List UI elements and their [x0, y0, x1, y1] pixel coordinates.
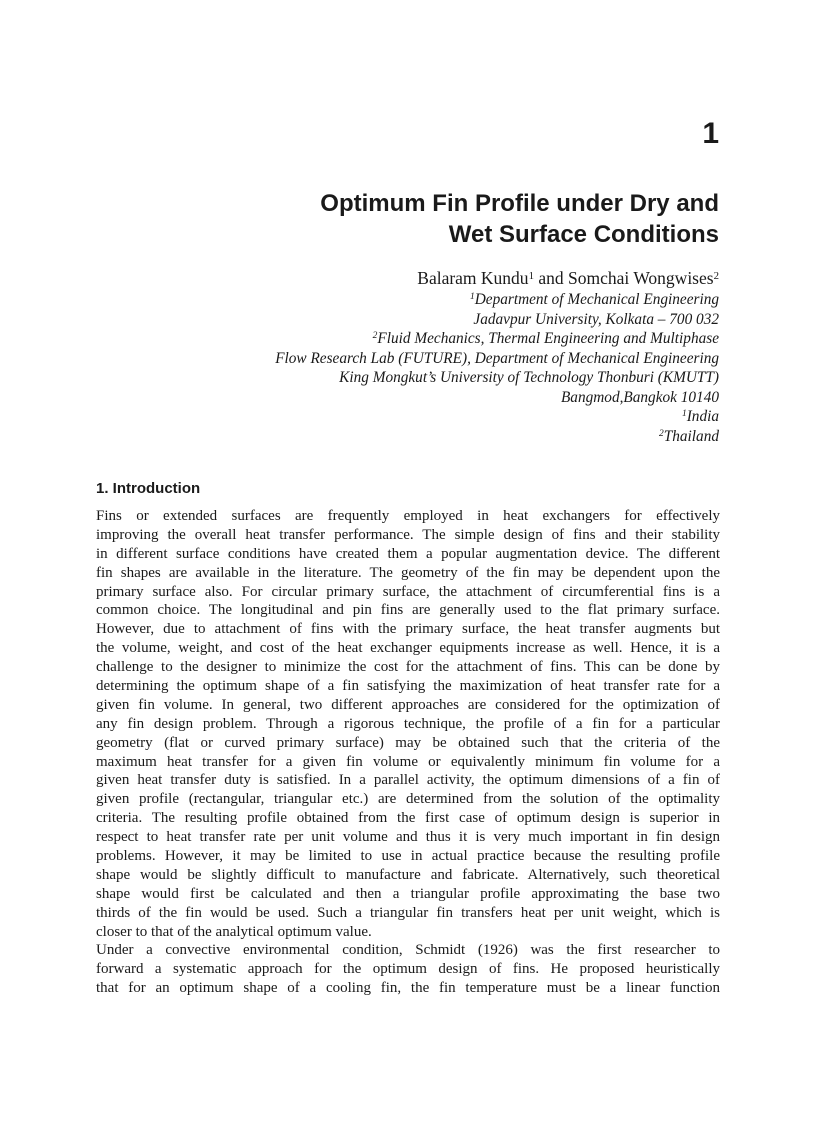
- body-line: shape would first be calculated and then a triangular profile approximating the base two: [96, 885, 720, 902]
- chapter-number: 1: [702, 117, 719, 150]
- body-line: geometry (flat or curved primary surface) may be obtained such that the criteria of the: [96, 734, 720, 751]
- body-line: Under a convective environmental condition, Schmidt (1926) was the first researcher to: [96, 942, 720, 959]
- title-line: Optimum Fin Profile under Dry and: [320, 190, 719, 217]
- affiliation-mark: 2: [372, 331, 378, 342]
- affiliation-mark: 2: [659, 428, 664, 439]
- body-line: the volume, weight, and cost of the heat exchanger equipments increase as well. Hence, it is a: [96, 640, 720, 657]
- section-heading: 1. Introduction: [96, 480, 201, 497]
- affiliation-mark: 1: [681, 409, 687, 420]
- body-line: that for an optimum shape of a cooling fin, the fin temperature must be a linear function: [96, 980, 720, 997]
- body-line: However, due to attachment of fins with the primary surface, the heat transfer augments but: [96, 621, 720, 638]
- author-line: [417, 267, 719, 289]
- body-line: problems. However, it may be limited to use in actual practice because the resulting profile: [96, 848, 720, 865]
- title-line: Wet Surface Conditions: [448, 221, 719, 248]
- author-conjunction: and: [533, 268, 569, 288]
- body-line: determining the optimum shape of a fin satisfying the maximization of heat transfer rate for a: [96, 678, 720, 695]
- body-paragraphs: [96, 507, 720, 998]
- body-line: given profile (rectangular, triangular etc.) are determined from the solution of the optimality: [96, 791, 720, 808]
- affiliation-mark: 1: [470, 292, 475, 303]
- author-affiliation-mark: 1: [528, 269, 534, 282]
- affiliation-text: Thailand: [663, 427, 719, 445]
- affiliation-line: [275, 427, 719, 447]
- affiliation-line: [275, 407, 719, 427]
- body-line: improving the overall heat transfer performance. The simple design of fins and their stability: [96, 526, 720, 543]
- affiliation-text: India: [686, 408, 719, 425]
- affiliation-block: [275, 290, 719, 446]
- affiliation-text: Department of Mechanical Engineering: [474, 291, 719, 308]
- affiliation-line: [275, 368, 719, 388]
- body-line: given heat transfer duty is satisfied. In a parallel activity, the optimum dimensions of a fin of: [96, 772, 720, 789]
- affiliation-text: Flow Research Lab (FUTURE), Department of Mechanical Engineering: [275, 349, 719, 367]
- author-name: Somchai Wongwises: [568, 268, 714, 288]
- affiliation-text: Fluid Mechanics, Thermal Engineering and Multiphase: [377, 330, 719, 347]
- body-line: primary surface also. For circular primary surface, the attachment of circumferential fins is a: [96, 583, 720, 600]
- body-line: Fins or extended surfaces are frequently employed in heat exchangers for effectively: [96, 508, 720, 524]
- author-affiliation-mark: 2: [713, 269, 719, 282]
- affiliation-text: Jadavpur University, Kolkata – 700 032: [473, 310, 719, 328]
- body-line: given fin volume. In general, two different approaches are considered for the optimization of: [96, 696, 720, 713]
- affiliation-text: Bangmod,Bangkok 10140: [560, 388, 719, 406]
- body-line: thirds of the fin would be used. Such a triangular fin transfers heat per unit weight, which is: [96, 904, 720, 921]
- body-line: any fin design problem. Through a rigorous technique, the profile of a fin for a particular: [96, 715, 720, 732]
- body-line: criteria. The resulting profile obtained from the first case of optimum design is superior in: [96, 810, 720, 827]
- body-line: closer to that of the analytical optimum value.: [96, 923, 372, 940]
- body-line: shape would be slightly difficult to manufacture and fabricate. Alternatively, such theoretical: [96, 866, 720, 883]
- author-name: Balaram Kundu: [417, 268, 529, 288]
- body-line: maximum heat transfer for a given fin volume or equivalently minimum fin volume for a: [96, 753, 720, 770]
- body-line: fin shapes are available in the literature. The geometry of the fin may be dependent upon the: [96, 564, 720, 581]
- body-line: in different surface conditions have created them a popular augmentation device. The different: [96, 545, 720, 562]
- body-line: common choice. The longitudinal and pin fins are generally used to the flat primary surface.: [96, 602, 720, 619]
- body-line: challenge to the designer to minimize the cost for the attachment of fins. This can be done by: [96, 659, 720, 676]
- affiliation-line: [275, 290, 719, 310]
- affiliation-text: King Mongkut’s University of Technology Thonburi (KMUTT): [339, 369, 719, 386]
- body-line: forward a systematic approach for the optimum design of fins. He proposed heuristically: [96, 961, 720, 978]
- affiliation-line: [275, 310, 719, 330]
- affiliation-line: [275, 329, 719, 349]
- affiliation-line: [275, 349, 719, 369]
- chapter-title: [159, 188, 719, 250]
- body-line: respect to heat transfer rate per unit volume and thus it is very much important in fin design: [96, 829, 720, 846]
- affiliation-line: [275, 388, 719, 408]
